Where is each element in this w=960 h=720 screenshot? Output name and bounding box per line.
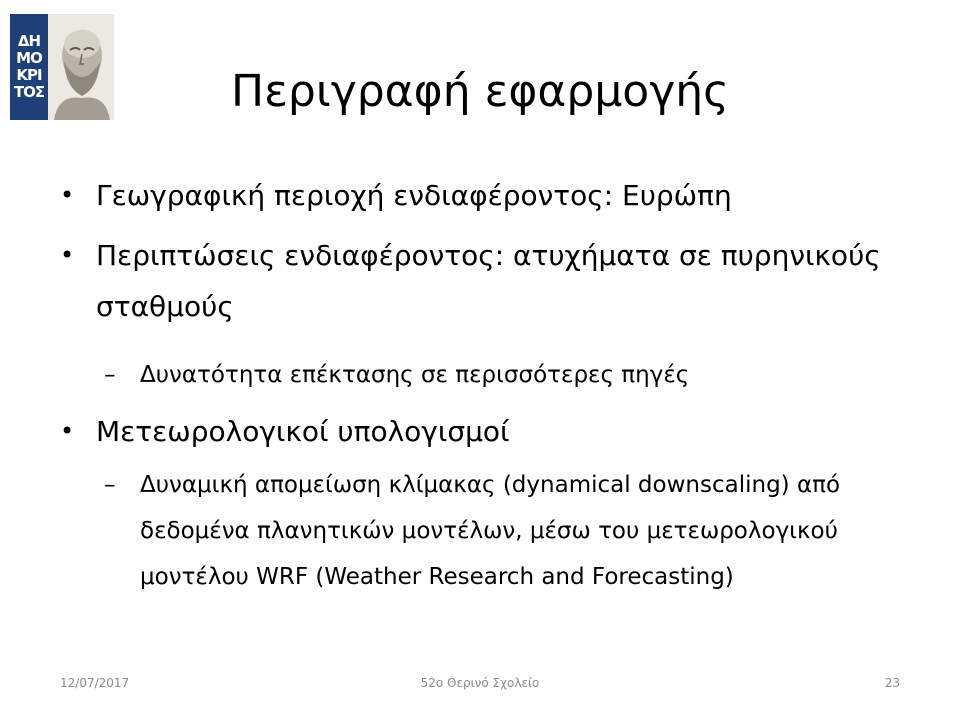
logo-letter-line: ΔΗ xyxy=(17,32,41,50)
slide-title: Περιγραφή εφαρμογής xyxy=(231,66,729,117)
bullet-item xyxy=(60,170,910,221)
sub-bullet-text: Δυναμική απομείωση κλίμακας (dynamical downscaling) από δεδομένα πλανητικών μοντέλων, μέσω του μετεωρολογικού μοντέλου WRF (Weather Research and Forecasting) xyxy=(140,472,841,590)
bullet-icon: • xyxy=(60,181,75,209)
logo-letter-line: ΤΟΣ xyxy=(13,83,45,101)
bullet-text: Γεωγραφική περιοχή ενδιαφέροντος: Ευρώπη xyxy=(96,179,732,212)
sub-bullet-item xyxy=(104,352,894,398)
bullet-text: Μετεωρολογικοί υπολογισμοί xyxy=(96,415,510,448)
dash-icon: – xyxy=(104,362,116,388)
sub-bullet-item xyxy=(104,462,894,600)
footer-center: 52ο Θερινό Σχολείο xyxy=(420,676,540,690)
sub-bullet-text: Δυνατότητα επέκτασης σε περισσότερες πηγές xyxy=(140,362,690,388)
bullet-text: Περιπτώσεις ενδιαφέροντος: ατυχήματα σε πυρηνικούς σταθμούς xyxy=(96,239,881,323)
bullet-item xyxy=(60,406,910,457)
logo-letter-line: ΜΟ xyxy=(16,49,42,67)
logo-letter-line: ΚΡΙ xyxy=(16,66,42,84)
bullet-icon: • xyxy=(60,241,75,269)
bullet-item xyxy=(60,230,910,332)
bullet-icon: • xyxy=(60,417,75,445)
slide-number: 23 xyxy=(884,676,900,690)
dash-icon: – xyxy=(104,472,116,498)
footer-date: 12/07/2017 xyxy=(60,676,130,690)
